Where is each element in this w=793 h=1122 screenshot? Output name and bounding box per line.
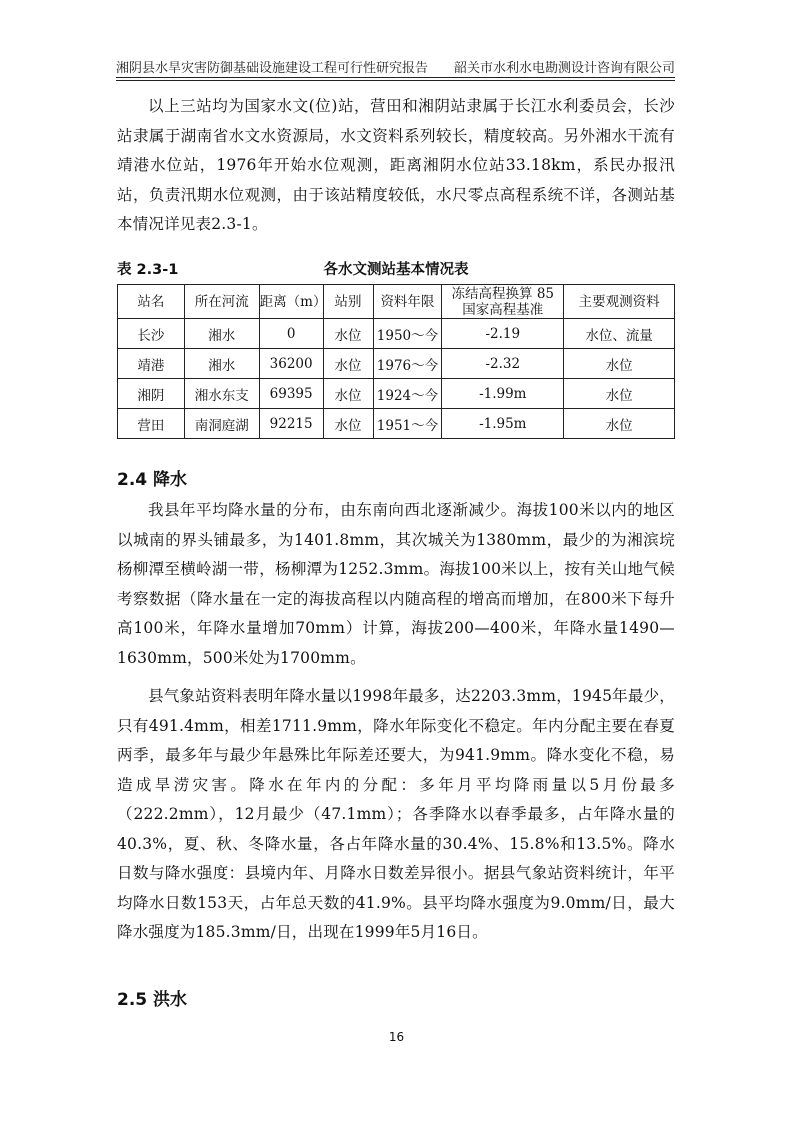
cell-data: 水位 [564,379,675,409]
cell-years: 1951～今 [373,409,442,439]
cell-years: 1976～今 [373,349,442,379]
cell-years: 1950～今 [373,319,442,349]
header-report-title: 湘阴县水旱灾害防御基础设施建设工程可行性研究报告 [116,61,429,76]
cell-station: 营田 [118,409,185,439]
section-title: 降水 [153,470,187,490]
running-header [116,56,675,76]
header-type: 站别 [323,285,373,319]
table-caption [117,258,675,280]
section-number: 2.5 [117,990,148,1010]
header-rule-thin [116,80,675,81]
cell-distance: 0 [259,319,323,349]
cell-river: 南洞庭湖 [184,409,259,439]
header-years: 资料年限 [373,285,442,319]
cell-datum: -1.99m [442,379,564,409]
header-data: 主要观测资料 [564,285,675,319]
cell-station: 靖港 [118,349,185,379]
cell-type: 水位 [323,349,373,379]
header-station: 站名 [118,285,185,319]
table-row [118,409,675,439]
cell-distance: 92215 [259,409,323,439]
cell-data: 水位 [564,409,675,439]
cell-distance: 36200 [259,349,323,379]
table-title: 各水文测站基本情况表 [323,262,469,278]
section-number: 2.4 [117,470,148,490]
cell-datum: -2.32 [442,349,564,379]
cell-data: 水位、流量 [564,319,675,349]
header-distance: 距离（m） [259,285,323,319]
cell-river: 湘水 [184,319,259,349]
header-river: 所在河流 [184,285,259,319]
table-number: 表 2.3-1 [117,262,179,278]
cell-distance: 69395 [259,379,323,409]
table-row [118,349,675,379]
header-rule [116,77,675,78]
header-datum-line1: 冻结高程换算 85 [451,285,555,302]
paragraph-rain-statistics: 县气象站资料表明年降水量以1998年最多，达2203.3mm，1945年最少，只有491.4mm，相差1711.9mm，降水年际变化不稳定。年内分配主要在春夏两季，最多年与最少年悬殊比年际差还要大，为941.9mm。降水变化不稳，易造成旱涝灾害。降水在年内的分配：多年月平均降雨量以5月份最多（222.2mm），12月最少（47.1mm）；各季降水以春季最多，占年降水量的40.3%，夏、秋、冬降水量，各占年降水量的30.4%、15.8%和13.5%。降水日数与降水强度：县境内年、月降水日数差异很小。据县气象站资料统计，年平均降水日数153天，占年总天数的41.9%。县平均降水强度为9.0mm/日，最大降水强度为185.3mm/日，出现在1999年5月16日。 [117,687,675,941]
cell-data: 水位 [564,349,675,379]
cell-years: 1924～今 [373,379,442,409]
cell-datum: -2.19 [442,319,564,349]
stations-table [117,284,675,439]
cell-station: 湘阴 [118,379,185,409]
cell-river: 湘水东支 [184,379,259,409]
header-datum-line2: 国家高程基准 [462,301,544,318]
paragraph-rain-distribution: 我县年平均降水量的分布，由东南向西北逐渐减少。海拔100米以内的地区以城南的界头铺最多，为1401.8mm，其次城关为1380mm，最少的为湘滨垸杨柳潭至横岭湖一带，杨柳潭为1252.3mm。海拔100米以上，按有关山地气候考察数据（降水量在一定的海拔高程以内随高程的增高而增加，在800米下每升高100米，年降水量增加70mm）计算，海拔200—400米，年降水量1490—1630mm，500米处为1700mm。 [117,501,675,667]
cell-datum: -1.95m [442,409,564,439]
paragraph-stations-intro: 以上三站均为国家水文(位)站，营田和湘阴站隶属于长江水利委员会，长沙站隶属于湖南省水文水资源局，水文资料系列较长，精度较高。另外湘水干流有靖港水位站，1976年开始水位观测，距离湘阴水位站33.18km，系民办报汛站，负责汛期水位观测，由于该站精度较低，水尺零点高程系统不详，各测站基本情况详见表2.3-1。 [117,97,675,233]
table-row [118,319,675,349]
cell-station: 长沙 [118,319,185,349]
cell-river: 湘水 [184,349,259,379]
cell-type: 水位 [323,409,373,439]
section-heading-rain [117,465,187,490]
cell-type: 水位 [323,379,373,409]
table-header-row [118,285,675,319]
header-company-name: 韶关市水利水电勘测设计咨询有限公司 [453,61,675,76]
page-number: 16 [388,1030,405,1044]
section-heading-flood [117,985,187,1010]
table-row [118,379,675,409]
cell-type: 水位 [323,319,373,349]
section-title: 洪水 [153,990,187,1010]
header-datum [442,285,564,319]
